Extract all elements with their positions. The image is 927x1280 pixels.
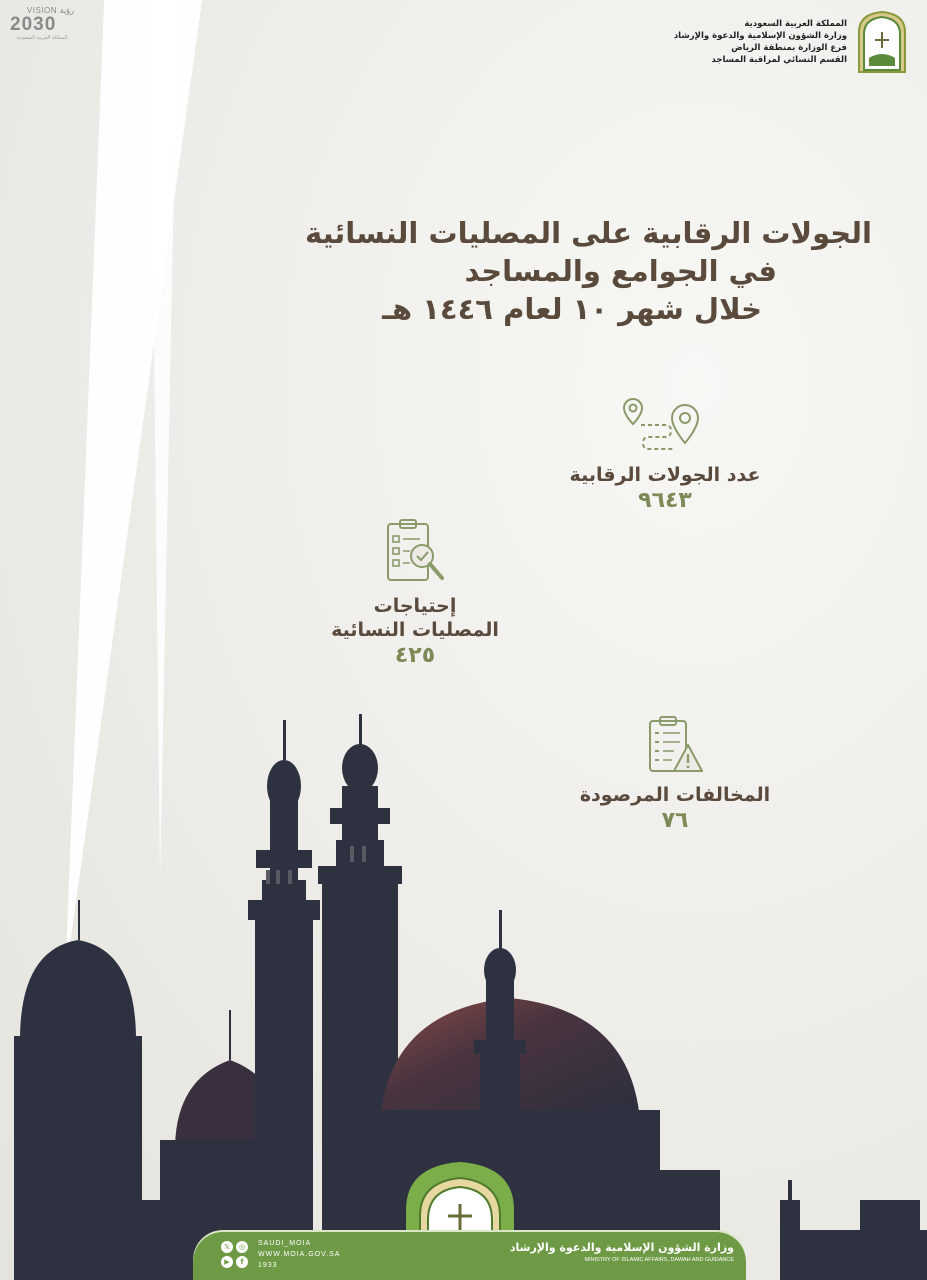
stat-value: ٧٦ — [661, 808, 689, 833]
social-icons — [221, 1241, 248, 1268]
poster-title — [272, 214, 872, 328]
stat-value: ٤٢٥ — [394, 643, 436, 668]
ministry-emblem-icon — [855, 10, 909, 74]
title-line-2: في الجوامع والمساجد — [464, 254, 777, 288]
x-icon[interactable]: 𝕏 — [221, 1241, 233, 1253]
org-line: القسم النسائي لمراقبة المساجد — [711, 55, 847, 65]
social-handle: SAUDI_MOIA — [258, 1240, 312, 1247]
website-link[interactable]: WWW.MOIA.GOV.SA — [258, 1251, 341, 1258]
phone-number: 1933 — [258, 1262, 278, 1269]
org-line: وزارة الشؤون الإسلامية والدعوة والإرشاد — [673, 31, 847, 41]
stat-value: ٩٦٤٣ — [638, 488, 692, 513]
footer-contact — [221, 1238, 340, 1271]
instagram-icon[interactable]: ◎ — [236, 1241, 248, 1253]
ministry-name-ar: وزارة الشؤون الإسلامية والدعوة والإرشاد — [509, 1241, 734, 1254]
contact-text — [258, 1238, 340, 1271]
stat-inspection-rounds — [560, 395, 770, 515]
footer-ministry-name — [510, 1240, 734, 1265]
ministry-name-en: MINISTRY OF ISLAMIC AFFAIRS, DAWAH AND GUIDANCE — [584, 1257, 734, 1263]
stat-label: المصليات النسائية — [331, 619, 499, 641]
footer-bar — [193, 1232, 746, 1280]
stat-label: عدد الجولات الرقابية — [569, 464, 761, 486]
vision-top-text: VISION رؤية — [26, 6, 74, 15]
organization-text — [674, 18, 847, 66]
youtube-icon[interactable]: ▶ — [221, 1256, 233, 1268]
vision-subtitle: المملكة العربية السعودية — [16, 35, 68, 41]
stat-label: إحتياجات — [373, 595, 457, 617]
stat-women-prayer-needs — [310, 518, 520, 670]
vision-year: 2030 — [10, 14, 57, 35]
location-route-icon — [615, 395, 715, 457]
org-line: فرع الوزارة بمنطقة الرياض — [731, 43, 847, 53]
title-line-1: الجولات الرقابية على المصليات النسائية — [304, 216, 872, 250]
title-line-3: خلال شهر ١٠ لعام ١٤٤٦ هـ — [382, 292, 762, 326]
checklist-search-icon — [380, 518, 450, 588]
facebook-icon[interactable]: f — [236, 1256, 248, 1268]
organization-header — [674, 10, 909, 74]
org-line: المملكة العربية السعودية — [744, 19, 847, 29]
stat-label: المخالفات المرصودة — [579, 784, 771, 806]
vision-2030-logo — [10, 6, 74, 50]
